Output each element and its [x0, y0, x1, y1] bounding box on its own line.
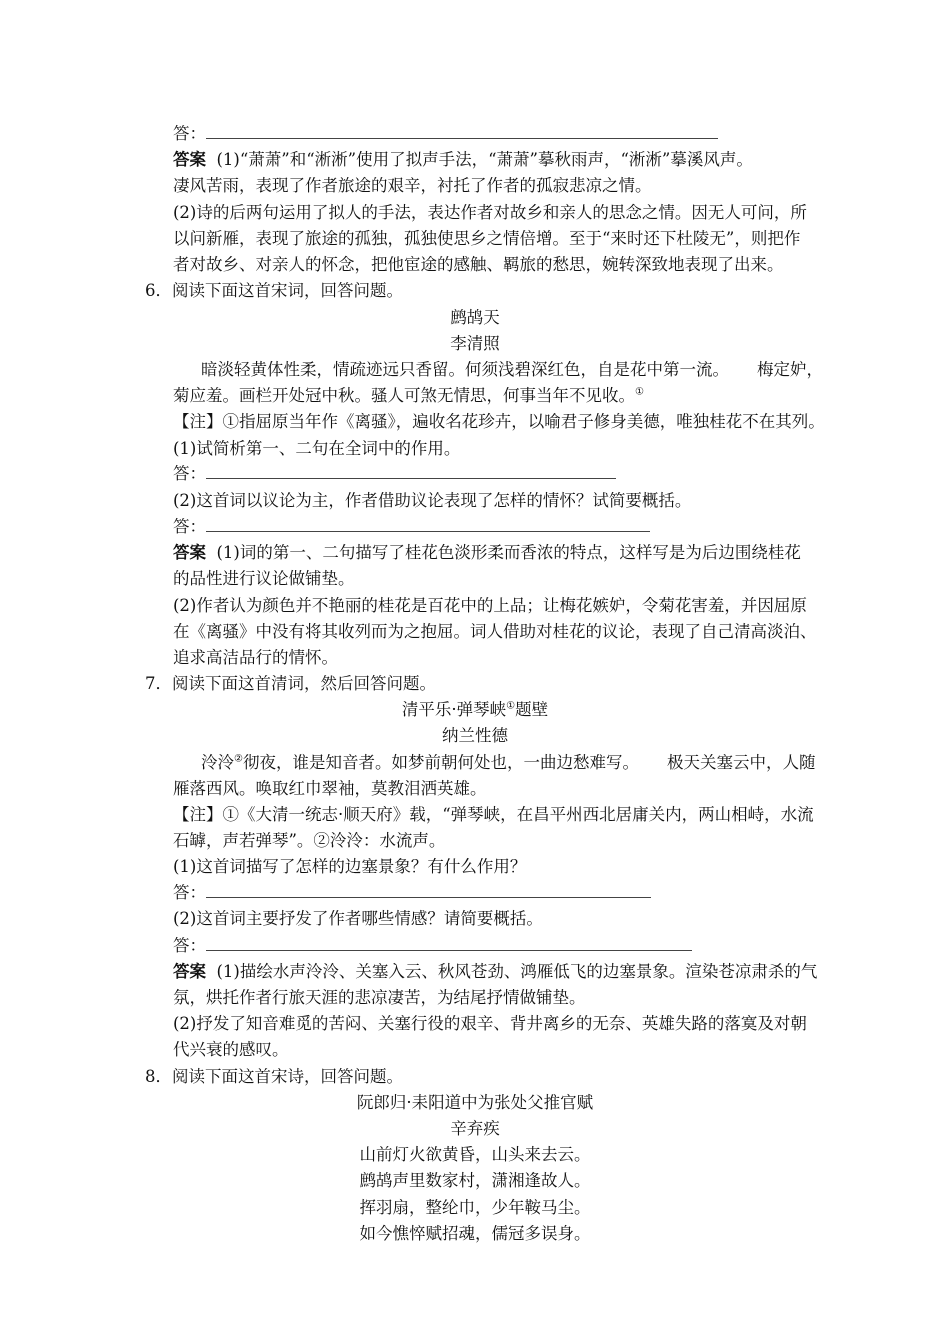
answer-paragraph — [173, 959, 817, 985]
poem-line: 如今憔悴赋招魂，儒冠多误身。 — [359, 1224, 591, 1243]
answer-blank[interactable] — [206, 462, 616, 479]
poem-author: 纳兰性德 — [442, 726, 508, 745]
answer-text: (2)抒发了知音难觅的苦闷、关塞行役的艰辛、背井离乡的无奈、英雄失路的落寞及对朝 — [173, 1014, 807, 1033]
poem-line: 挥羽扇，整纶巾，少年鞍马尘。 — [359, 1198, 591, 1217]
poem-line: 鹧鸪声里数家村，潇湘逢故人。 — [359, 1171, 591, 1190]
sub-question: (1)试简析第一、二句在全词中的作用。 — [173, 439, 461, 458]
answer-label: 答案 — [173, 150, 206, 169]
answer-line[interactable] — [173, 880, 651, 906]
answer-text: 以问新雁，表现了旅途的孤独，孤独使思乡之情倍增。至于“来时还下杜陵无”，则把作 — [173, 229, 801, 248]
poem-author: 辛弃疾 — [450, 1119, 500, 1138]
note: 【注】①指屈原当年作《离骚》，遍收名花珍卉，以喻君子修身美德，唯独桂花不在其列。 — [173, 412, 825, 431]
answer-paragraph — [173, 540, 801, 566]
answer-line[interactable] — [173, 933, 692, 959]
answer-label: 答案 — [173, 543, 206, 562]
answer-text: (1)描绘水声泠泠、关塞入云、秋风苍劲、鸿雁低飞的边塞景象。渲染苍凉肃杀的气 — [216, 962, 818, 981]
poem-author: 李清照 — [450, 334, 500, 353]
answer-prompt: 答： — [173, 517, 206, 536]
poem-title: 清平乐·弹琴峡①题壁 — [401, 700, 549, 719]
answer-text: (2)作者认为颜色并不艳丽的桂花是百花中的上品；让梅花嫉妒，令菊花害羞，并因屈原 — [173, 596, 807, 615]
question-stem: 8．阅读下面这首宋诗，回答问题。 — [145, 1067, 403, 1086]
answer-text: 在《离骚》中没有将其收列而为之抱屈。词人借助对桂花的议论，表现了自己清高淡泊、 — [173, 622, 817, 641]
sub-question: (1)这首词描写了怎样的边塞景象？有什么作用？ — [173, 857, 527, 876]
answer-text: 凄风苦雨，表现了作者旅途的艰辛，衬托了作者的孤寂悲凉之情。 — [173, 176, 652, 195]
footnote-marker: ① — [506, 700, 516, 712]
question-stem: 6．阅读下面这首宋词，回答问题。 — [145, 281, 403, 300]
answer-text: 的品性进行议论做铺垫。 — [173, 569, 355, 588]
answer-label: 答案 — [173, 962, 206, 981]
answer-prompt: 答： — [173, 124, 206, 143]
poem-title: 鹧鸪天 — [450, 308, 500, 327]
note: 【注】①《大清一统志·顺天府》载，“弹琴峡，在昌平州西北居庸关内，两山相峙，水流 — [173, 805, 814, 824]
answer-text: 追求高洁品行的情怀。 — [173, 648, 338, 667]
answer-text: (1)“萧萧”和“淅淅”使用了拟声手法，“萧萧”摹秋雨声，“淅淅”摹溪风声。 — [216, 150, 753, 169]
poem-line: 雁落西风。唤取红巾翠袖，莫教泪洒英雄。 — [173, 779, 487, 798]
answer-prompt: 答： — [173, 464, 206, 483]
poem-line: 暗淡轻黄体性柔，情疏迹远只香留。何须浅碧深红色，自是花中第一流。 梅定妒， — [201, 360, 823, 379]
answer-blank[interactable] — [206, 934, 692, 951]
poem-line: 菊应羞。画栏开处冠中秋。骚人可煞无情思，何事当年不见收。① — [173, 386, 644, 405]
answer-line[interactable] — [173, 461, 616, 487]
answer-line[interactable] — [173, 121, 718, 147]
answer-text: (2)诗的后两句运用了拟人的手法，表达作者对故乡和亲人的思念之情。因无人可问，所 — [173, 203, 807, 222]
answer-blank[interactable] — [206, 881, 651, 898]
sub-question: (2)这首词主要抒发了作者哪些情感？请简要概括。 — [173, 909, 543, 928]
answer-prompt: 答： — [173, 883, 206, 902]
answer-text: 代兴衰的感叹。 — [173, 1040, 289, 1059]
poem-line: 泠泠②彻夜，谁是知音者。如梦前朝何处也，一曲边愁难写。 极天关塞云中，人随 — [201, 753, 816, 772]
poem-title: 阮郎归·耒阳道中为张处父推官赋 — [356, 1093, 594, 1112]
footnote-marker: ② — [234, 753, 243, 765]
footnote-marker: ① — [635, 386, 644, 398]
answer-blank[interactable] — [206, 122, 718, 139]
question-stem: 7．阅读下面这首清词，然后回答问题。 — [145, 674, 436, 693]
answer-text: 者对故乡、对亲人的怀念，把他宦途的感触、羁旅的愁思，婉转深致地表现了出来。 — [173, 255, 784, 274]
poem-line: 山前灯火欲黄昏，山头来去云。 — [359, 1145, 591, 1164]
answer-line[interactable] — [173, 514, 650, 540]
sub-question: (2)这首词以议论为主，作者借助议论表现了怎样的情怀？试简要概括。 — [173, 491, 692, 510]
answer-text: 氛，烘托作者行旅天涯的悲凉凄苦，为结尾抒情做铺垫。 — [173, 988, 586, 1007]
note: 石罅，声若弹琴”。②泠泠：水流声。 — [173, 831, 446, 850]
answer-blank[interactable] — [206, 515, 650, 532]
answer-prompt: 答： — [173, 936, 206, 955]
answer-text: (1)词的第一、二句描写了桂花色淡形柔而香浓的特点，这样写是为后边围绕桂花 — [216, 543, 801, 562]
answer-paragraph — [173, 147, 753, 173]
